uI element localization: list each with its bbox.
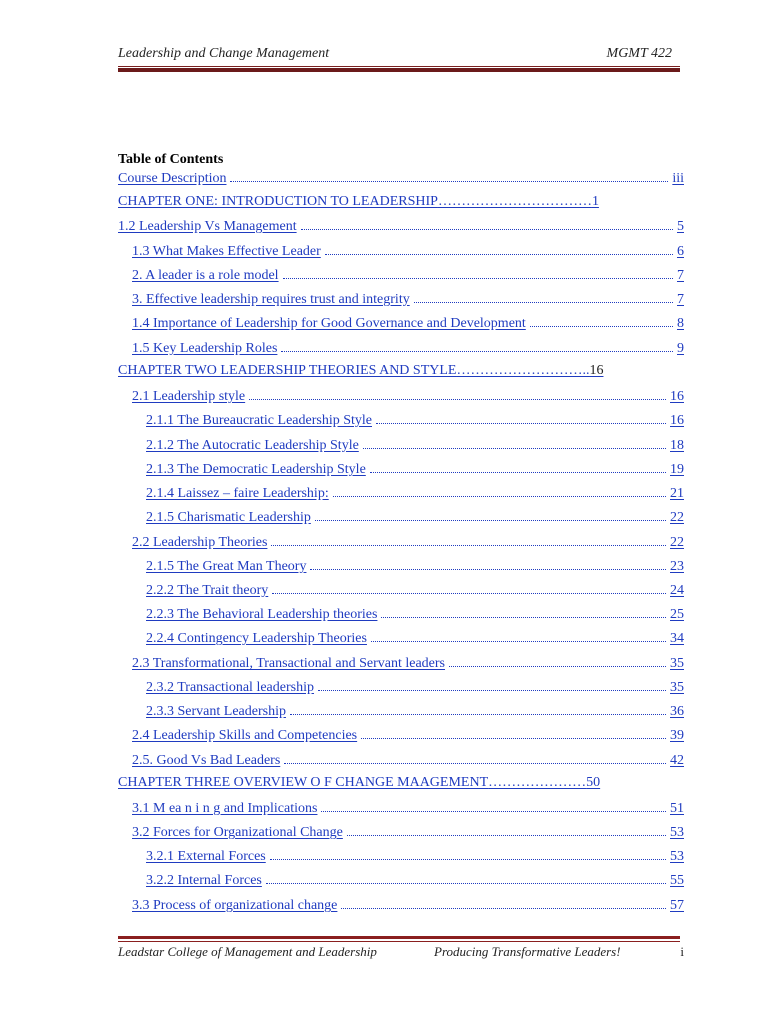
toc-leader-dots [310,558,666,570]
toc-leader-dots [230,170,668,182]
toc-entry-page: 51 [670,801,684,816]
toc-entry-page: 9 [677,341,684,356]
toc-entry-label: 3. Effective leadership requires trust and integrity [132,292,410,307]
toc-entry-2-1-4[interactable] [146,485,684,505]
toc-entry-2-3-3[interactable] [146,703,684,723]
toc-entry-label: 1.4 Importance of Leadership for Good Governance and Development [132,316,526,331]
toc-entry-2-1-5[interactable] [146,509,684,529]
toc-entry-page: 19 [670,462,684,477]
toc-leader-dots [283,267,673,279]
toc-entry-label: 2.1.5 Charismatic Leadership [146,510,311,525]
toc-leader-dots [376,412,666,424]
toc-entry-page: 5 [677,219,684,234]
toc-entry-label: 2.2 Leadership Theories [132,535,268,550]
toc-leader-dots [270,848,666,860]
toc-entry-great-man[interactable] [146,558,684,578]
toc-entry-page: 23 [670,559,684,574]
toc-entry-2-4[interactable] [132,727,684,747]
header-rule-thick [118,68,680,72]
toc-entry-course-description[interactable] [118,170,684,190]
toc-entry-page: 35 [670,656,684,671]
toc-entry-2-2-2[interactable] [146,582,684,602]
toc-entry-page: 57 [670,898,684,913]
toc-entry-label: CHAPTER THREE OVERVIEW O F CHANGE MAAGEMENT [118,775,489,790]
toc-entry-page: 7 [677,292,684,307]
toc-entry-2-2-4[interactable] [146,630,684,650]
toc-leader-dots [318,679,666,691]
toc-entry-label: 2.5. Good Vs Bad Leaders [132,753,281,768]
toc-leader-dots: ………………… [488,775,587,790]
toc-entry-page: iii [672,171,684,186]
header-rule [118,66,680,67]
toc-entry-2-1-1[interactable] [146,412,684,432]
footer-slogan: Producing Transformative Leaders! [434,944,621,959]
toc-entry-1-3[interactable] [132,243,684,263]
toc-entry-label: 3.2 Forces for Organizational Change [132,825,343,840]
toc-entry-page: 7 [677,268,684,283]
toc-entry-page: 39 [670,728,684,743]
toc-entry-3-1[interactable] [132,800,684,820]
toc-entry-page: 34 [670,631,684,646]
toc-entry-1-2[interactable] [118,218,684,238]
toc-leader-dots: ……………………….. [456,363,590,378]
toc-entry-label: 2.1.4 Laissez – faire Leadership: [146,486,329,501]
toc-entry-page: 1 [591,194,599,209]
toc-leader-dots [333,485,666,497]
toc-leader-dots [370,461,666,473]
toc-entry-label: 2.2.4 Contingency Leadership Theories [146,631,367,646]
footer-college-name: Leadstar College of Management and Leadership [118,944,377,959]
toc-entry-2-2[interactable] [132,534,684,554]
toc-entry-label: 3.2.2 Internal Forces [146,873,262,888]
toc-leader-dots: …………………………… [437,194,592,209]
toc-entry-page: 21 [670,486,684,501]
toc-title: Table of Contents [118,152,224,167]
toc-entry-page: 53 [670,849,684,864]
toc-entry-2-5[interactable] [132,752,684,772]
toc-entry-chapter-two[interactable] [118,363,654,383]
toc-entry-label: 3.1 M ea n i n g and Implications [132,801,318,816]
toc-entry-label: 2.3.2 Transactional leadership [146,680,314,695]
toc-leader-dots [281,340,673,352]
toc-leader-dots [325,243,673,255]
toc-entry-label: 2.1.2 The Autocratic Leadership Style [146,438,359,453]
toc-entry-trust-integrity[interactable] [132,291,684,311]
toc-entry-label: 2.1.5 The Great Man Theory [146,559,307,574]
toc-entry-label: CHAPTER TWO LEADERSHIP THEORIES AND STYLE [118,363,457,378]
toc-entry-label: 3.2.1 External Forces [146,849,266,864]
toc-entry-page: 35 [670,680,684,695]
toc-entry-page: 16 [670,413,684,428]
toc-leader-dots [315,509,666,521]
toc-entry-label: 1.3 What Makes Effective Leader [132,244,321,259]
toc-entry-1-5[interactable] [132,340,684,360]
toc-entry-label: 2. A leader is a role model [132,268,279,283]
toc-leader-dots [361,727,666,739]
toc-leader-dots [301,218,673,230]
toc-leader-dots [371,630,666,642]
toc-entry-page: 22 [670,535,684,550]
toc-entry-chapter-one[interactable] [118,194,644,214]
toc-entry-page: 50 [586,775,601,790]
toc-leader-dots [363,437,666,449]
toc-entry-page: 16 [589,363,604,378]
toc-leader-dots [249,388,666,400]
toc-entry-3-3[interactable] [132,897,684,917]
toc-entry-page: 36 [670,704,684,719]
toc-leader-dots [321,800,666,812]
toc-entry-chapter-three[interactable] [118,775,644,795]
toc-entry-role-model[interactable] [132,267,684,287]
toc-entry-2-1-2[interactable] [146,437,684,457]
toc-entry-page: 53 [670,825,684,840]
toc-entry-label: 2.1.3 The Democratic Leadership Style [146,462,366,477]
toc-entry-label: 2.2.2 The Trait theory [146,583,269,598]
toc-leader-dots [290,703,666,715]
toc-entry-2-3[interactable] [132,655,684,675]
toc-leader-dots [414,291,673,303]
toc-entry-page: 55 [670,873,684,888]
toc-entry-page: 6 [677,244,684,259]
toc-entry-page: 22 [670,510,684,525]
toc-leader-dots [266,872,666,884]
toc-entry-label: 2.1 Leadership style [132,389,246,404]
toc-leader-dots [272,582,666,594]
toc-entry-3-2-2[interactable] [146,872,684,892]
toc-entry-label: CHAPTER ONE: INTRODUCTION TO LEADERSHIP [118,194,438,209]
toc-entry-label: Course Description [118,171,227,186]
toc-entry-page: 24 [670,583,684,598]
footer-rule [118,941,680,942]
toc-entry-label: 1.5 Key Leadership Roles [132,341,278,356]
toc-entry-1-4[interactable] [132,315,684,335]
footer-page-number: i [680,944,684,959]
toc-entry-label: 2.4 Leadership Skills and Competencies [132,728,358,743]
toc-leader-dots [284,752,666,764]
toc-entry-page: 25 [670,607,684,622]
toc-leader-dots [449,655,666,667]
toc-leader-dots [530,315,673,327]
toc-entry-2-1-3[interactable] [146,461,684,481]
toc-leader-dots [347,824,666,836]
toc-entry-3-2[interactable] [132,824,684,844]
toc-entry-label: 1.2 Leadership Vs Management [118,219,297,234]
header-course-title: Leadership and Change Management [118,46,330,61]
footer-rule-thick [118,936,680,939]
toc-entry-label: 2.2.3 The Behavioral Leadership theories [146,607,378,622]
toc-entry-page: 16 [670,389,684,404]
toc-leader-dots [341,897,666,909]
header-course-code: MGMT 422 [606,46,672,61]
toc-entry-page: 18 [670,438,684,453]
page-header [118,46,680,66]
toc-entry-page: 42 [670,753,684,768]
toc-entry-label: 2.3 Transformational, Transactional and Servant leaders [132,656,446,671]
toc-entry-label: 3.3 Process of organizational change [132,898,338,913]
toc-entry-3-2-1[interactable] [146,848,684,868]
toc-entry-2-1[interactable] [132,388,684,408]
toc-entry-label: 2.3.3 Servant Leadership [146,704,286,719]
toc-leader-dots [271,534,666,546]
toc-entry-label: 2.1.1 The Bureaucratic Leadership Style [146,413,372,428]
toc-entry-2-2-3[interactable] [146,606,684,626]
toc-leader-dots [381,606,666,618]
page-footer [118,944,684,964]
toc-entry-page: 8 [677,316,684,331]
toc-entry-2-3-2[interactable] [146,679,684,699]
